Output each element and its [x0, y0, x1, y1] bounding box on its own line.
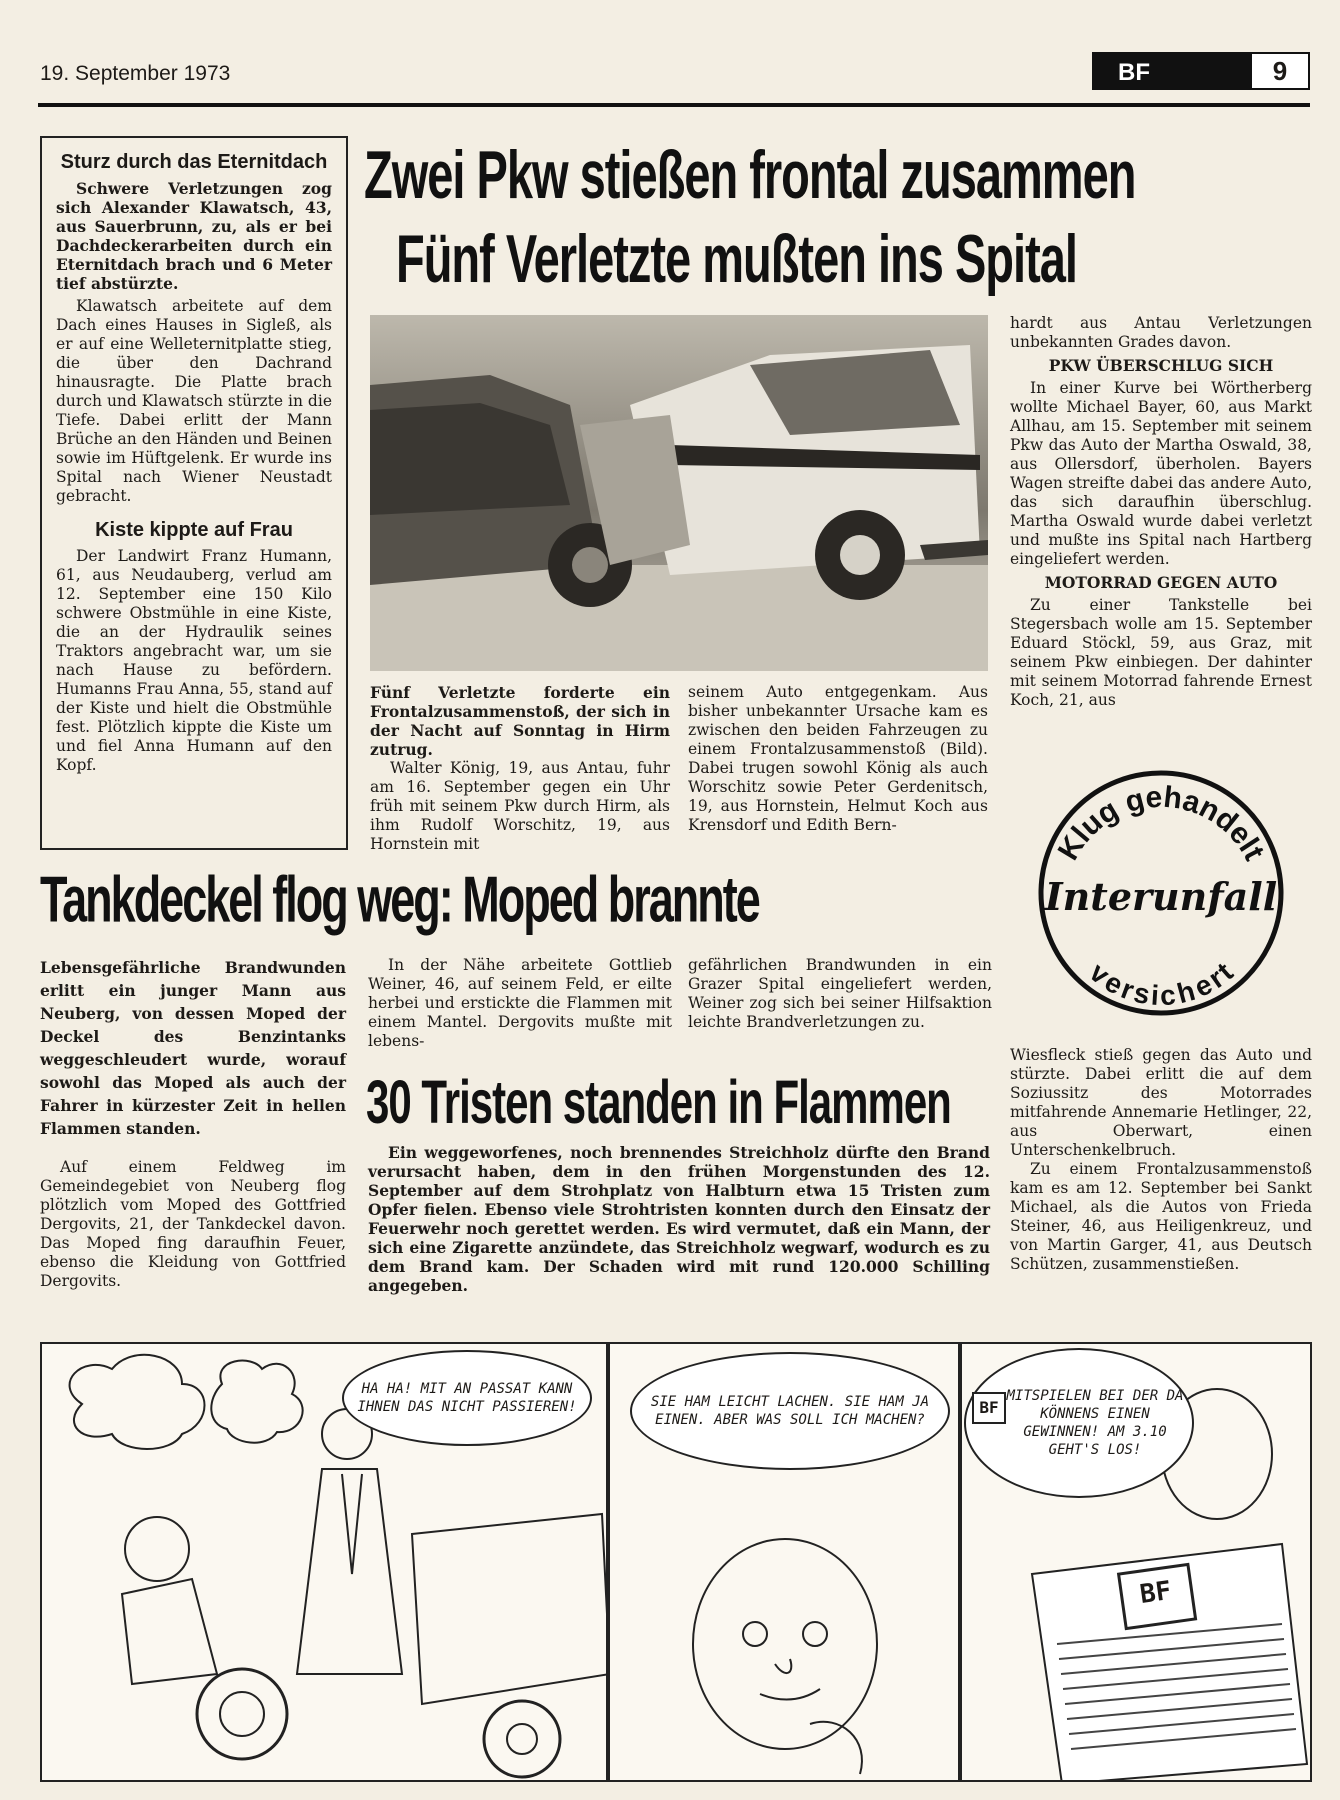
comic-bubble-3-text: MITSPIELEN BEI DER DA KÖNNENS EINEN GEWINNEN! AM 3.10 GEHT'S LOS!: [1006, 1388, 1184, 1458]
subhead-motorrad: MOTORRAD GEGEN AUTO: [1044, 573, 1278, 592]
moped-lead: Lebensgefährliche Brandwunden erlitt ein junger Mann aus Neuberg, von dessen Moped der Deckel des Benzintanks weggeschleudert wurde, worauf sowohl das Moped als auch der Fahrer in kürzester Zeit in hellen Flammen standen.: [40, 958, 346, 1138]
right-column-bottom: [1010, 1046, 1312, 1274]
tristen-headline: 30 Tristen standen in Flammen: [366, 1068, 951, 1137]
main-column-2: seinem Auto entgegenkam. Aus bisher unbekannter Ursache kam es zwischen den beiden Fahrzeugen zu einem Frontalzusammenstoß (Bild). Dabei trugen sowohl König als auch Worschitz sowie Peter Gerdenitsch, 19, aus Hornstein, Helmut Koch aus Krensdorf und Edith Bern-: [688, 683, 988, 834]
right-col-continuation: hardt aus Antau Verletzungen unbekannten Grades davon.: [1010, 314, 1312, 351]
photo-caption: Fünf Verletzte forderte ein Frontalzusammenstoß, der sich in der Nacht auf Sonntag in Hirm zutrug.: [370, 683, 670, 759]
main-subheadline: Fünf Verletzte mußten ins Spital: [396, 219, 1077, 297]
right-col-motorrad-text: Zu einer Tankstelle bei Stegersbach wolle am 15. September Eduard Stöckl, 59, aus Graz, mit seinem Pkw einbiegen. Der dahinter mit seinem Motorrad fahrende Ernest Koch, 21, aus: [1010, 596, 1312, 709]
header-rule: [38, 103, 1310, 107]
article1-lead: Schwere Verletzungen zog sich Alexander Klawatsch, 43, aus Sauerbrunn, zu, als er bei Dachdeckerarbeiten durch ein Eternitdach brach und 6 Meter tief abstürzte.: [56, 179, 332, 293]
sidebar-box: [40, 136, 348, 850]
comic-strip: [40, 1342, 1312, 1782]
article1-title: Sturz durch das Eternitdach: [60, 151, 328, 173]
article1-body: Klawatsch arbeitete auf dem Dach eines Hauses in Sigleß, als er auf eine Welleternitplatte stieg, die über den Dachrand hinausragte. Die Platte brach durch und Klawatsch stürzte in die Tiefe. Dabei erlitt der Mann Brüche an den Händen und Beinen sowie im Hüftgelenk. Er wurde ins Spital nach Wiener Neustadt gebracht.: [56, 297, 332, 505]
stamp-middle-text: Interunfall: [1044, 874, 1278, 919]
interunfall-stamp: [1030, 762, 1292, 1024]
right-column: [1010, 314, 1312, 710]
moped-body-2: In der Nähe arbeitete Gottlieb Weiner, 46, auf seinem Feld, er eilte herbei und erstickte die Flammen mit einem Mantel. Dergovits mußte mit lebens-: [368, 956, 672, 1050]
moped-column-1: [40, 956, 346, 1291]
subhead-pkw: PKW ÜBERSCHLUG SICH: [1048, 356, 1274, 375]
main-column-1: [370, 683, 670, 854]
crash-photo: [370, 315, 988, 671]
tristen-body: Ein weggeworfenes, noch brennendes Streichholz dürfte den Brand verursacht haben, dem in den frühen Morgenstunden des 12. September auf dem Strohplatz von Halbturn etwa 15 Tristen zum Opfer fielen. Ebenso viele Strohtristen konnten durch den Einsatz der Feuerwehr noch gerettet werden. Es wird vermutet, daß ein Mann, der sich eine Zigarette anzündete, das Streichholz wegwarf, wodurch es zu dem Brand kam. Der Schaden wird mit rund 120.000 Schilling angegeben.: [368, 1143, 990, 1295]
logo-text: BF: [1094, 54, 1252, 88]
main-headline: Zwei Pkw stießen frontal zusammen: [364, 135, 1136, 213]
main-col1-text: Walter König, 19, aus Antau, fuhr am 16. September gegen ein Uhr früh mit seinem Pkw durch Hirm, als ihm Rudolf Worschitz, 19, aus Hornstein mit: [370, 759, 670, 853]
article2-title: Kiste kippte auf Frau: [95, 519, 293, 541]
comic-panel-2: [608, 1342, 960, 1782]
comic-paper-logo: BF: [1138, 1575, 1174, 1611]
right-col-wiesfleck: Wiesfleck stieß gegen das Auto und stürzte. Dabei erlitt die auf dem Soziussitz des Motorrades mitfahrende Annemarie Hetlinger, 22, aus Oberwart, einen Unterschenkelbruch.: [1010, 1046, 1312, 1159]
comic-small-logo: BF: [972, 1392, 1006, 1424]
comic-bubble-2: SIE HAM LEICHT LACHEN. SIE HAM JA EINEN. ABER WAS SOLL ICH MACHEN?: [630, 1352, 950, 1470]
moped-headline: Tankdeckel flog weg: Moped brannte: [40, 862, 759, 936]
stamp-top-text: Klug gehandelt: [1051, 780, 1271, 866]
right-col-pkw-text: In einer Kurve bei Wörtherberg wollte Michael Bayer, 60, aus Markt Allhau, am 15. September mit seinem Pkw das Auto der Martha Oswald, 38, aus Ollersdorf, überholen. Bayers Wagen streifte dabei das andere Auto, das sich daraufhin überschlug. Martha Oswald wurde dabei verletzt und mußte ins Spital nach Hartberg eingeliefert werden.: [1010, 379, 1312, 568]
moped-body-1: Auf einem Feldweg im Gemeindegebiet von Neuberg flog plötzlich vom Moped des Gottfried Dergovits, 21, der Tankdeckel davon. Das Moped fing daraufhin Feuer, ebenso die Kleidung von Gottfried Dergovits.: [40, 1158, 346, 1290]
right-col-sankt-michael: Zu einem Frontalzusammenstoß kam es am 12. September bei Sankt Michael, als die Autos von Frieda Steiner, 46, aus Heiligenkreuz, und von Martin Garger, 41, aus Deutsch Schützen, zusammenstießen.: [1010, 1160, 1312, 1273]
article2-body: Der Landwirt Franz Humann, 61, aus Neudauberg, verlud am 12. September eine 150 Kilo schwere Obstmühle in eine Kiste, die an der Hydraulik seines Traktors angebracht war, um sie nach Hause zu befördern. Humanns Frau Anna, 55, stand auf der Kiste und hielt die Obstmühle fest. Plötzlich kippte die Kiste um und fiel Anna Humann auf den Kopf.: [56, 547, 332, 774]
comic-panel-1: [40, 1342, 608, 1782]
crash-photo-illustration: [370, 315, 988, 671]
comic-panel-3: [960, 1342, 1312, 1782]
issue-date: 19. September 1973: [40, 62, 231, 85]
page-number: 9: [1252, 54, 1308, 88]
moped-body-3: gefährlichen Brandwunden in ein Grazer Spital eingeliefert werden, Weiner zog sich bei seiner Hilfsaktion leichte Brandverletzungen zu.: [688, 956, 992, 1031]
stamp-bottom-text: versichert: [1083, 956, 1239, 1012]
comic-bubble-1: HA HA! MIT AN PASSAT KANN IHNEN DAS NICHT PASSIEREN!: [342, 1350, 592, 1446]
newspaper-logo: [1092, 52, 1310, 90]
